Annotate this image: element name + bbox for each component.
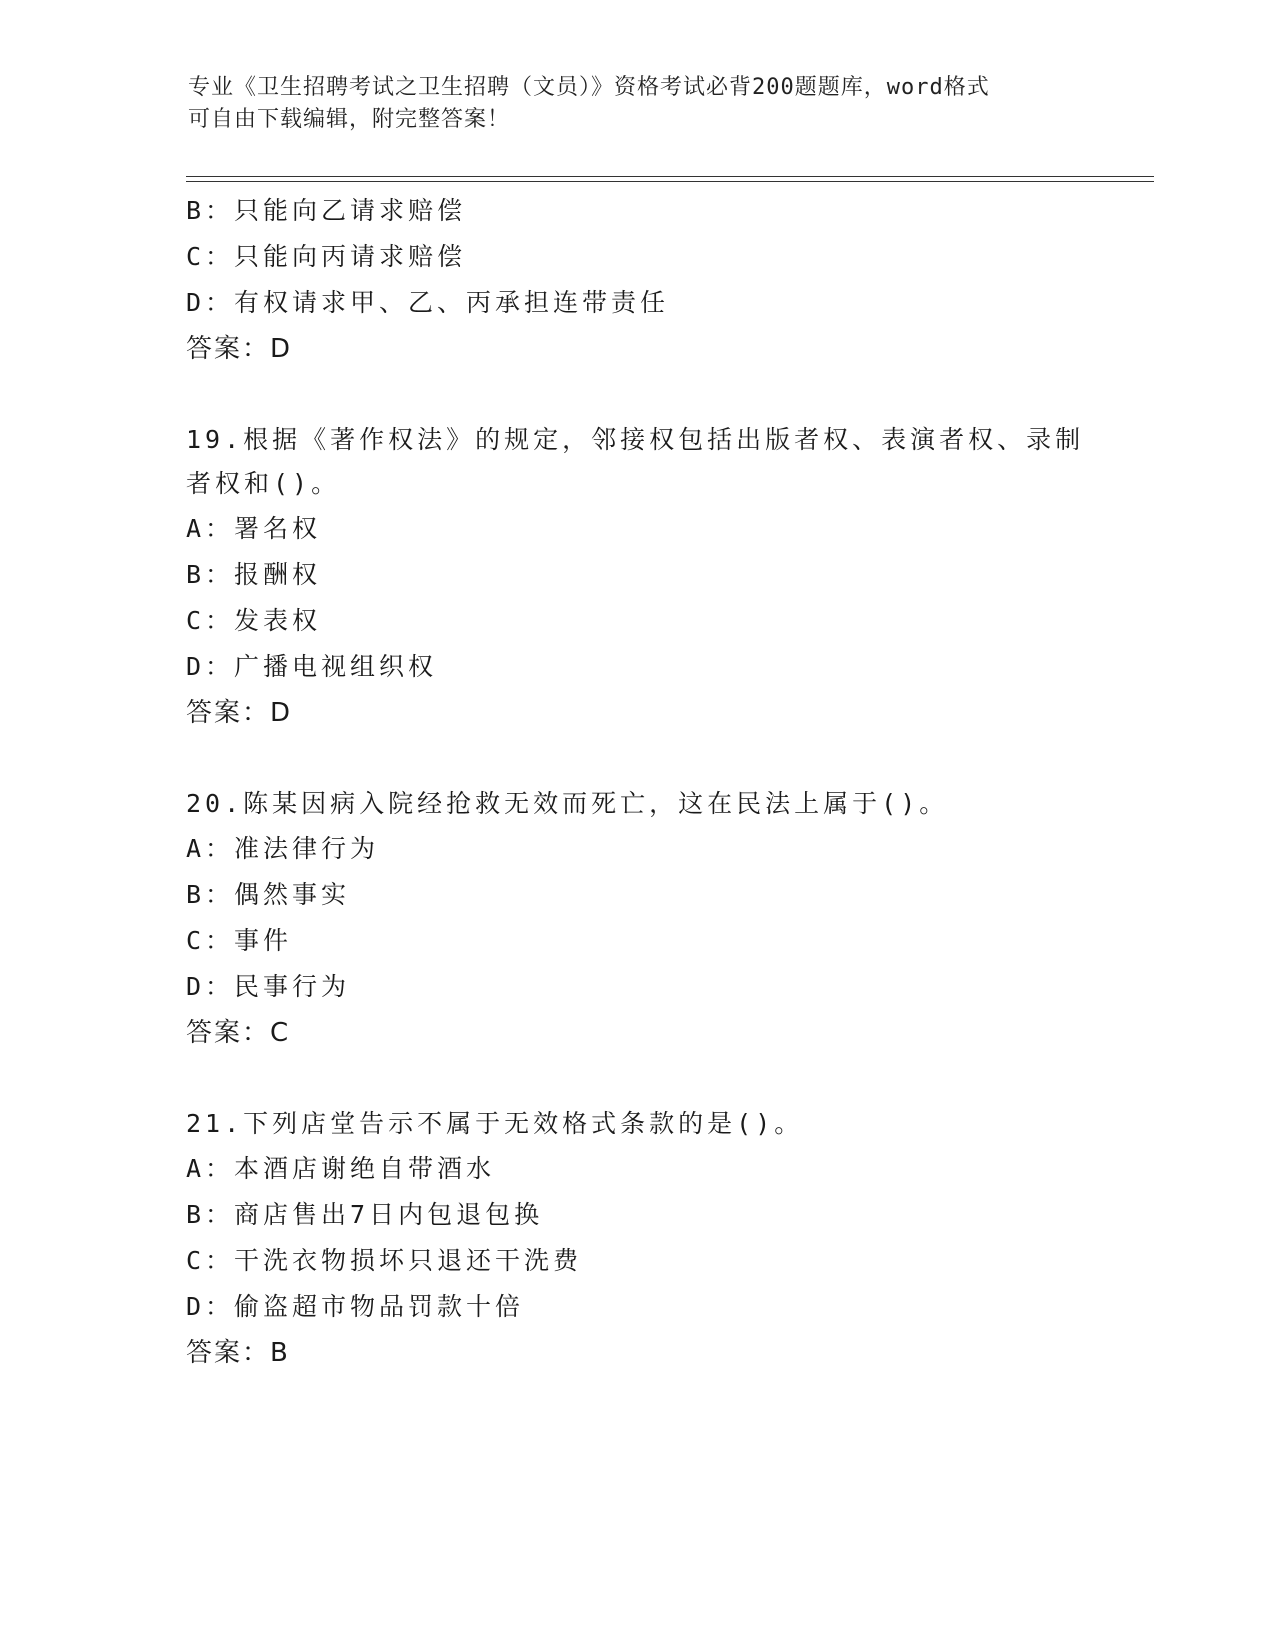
answer: 答案：B bbox=[186, 1338, 290, 1368]
option-d: D：有权请求甲、乙、丙承担连带责任 bbox=[186, 288, 670, 317]
answer: 答案：C bbox=[186, 1018, 291, 1048]
option-c: C：只能向丙请求赔偿 bbox=[186, 242, 467, 271]
document-header bbox=[188, 72, 1068, 136]
option-d: D：偷盗超市物品罚款十倍 bbox=[186, 1292, 525, 1321]
spacer bbox=[186, 736, 1086, 782]
option-b: B：只能向乙请求赔偿 bbox=[186, 196, 467, 225]
spacer bbox=[186, 1056, 1086, 1102]
question-stem: 19.根据《著作权法》的规定，邻接权包括出版者权、表演者权、录制者权和()。 bbox=[186, 425, 1085, 498]
option-c: C：发表权 bbox=[186, 606, 322, 635]
option-a: A：准法律行为 bbox=[186, 834, 380, 863]
question-stem: 21.下列店堂告示不属于无效格式条款的是()。 bbox=[186, 1109, 804, 1138]
answer: 答案：D bbox=[186, 698, 293, 728]
option-a: A：署名权 bbox=[186, 514, 322, 543]
header-divider-bottom bbox=[186, 181, 1154, 182]
header-divider-top bbox=[186, 176, 1154, 177]
option-c: C：干洗衣物损坏只退还干洗费 bbox=[186, 1246, 583, 1275]
question-18-continued bbox=[186, 188, 1086, 372]
option-c: C：事件 bbox=[186, 926, 293, 955]
question-19 bbox=[186, 418, 1086, 736]
option-b: B：商店售出7日内包退包换 bbox=[186, 1200, 544, 1229]
question-20 bbox=[186, 782, 1086, 1056]
answer: 答案：D bbox=[186, 334, 293, 364]
header-line-1: 专业《卫生招聘考试之卫生招聘（文员）》资格考试必背200题题库，word格式 bbox=[188, 75, 990, 100]
spacer bbox=[186, 372, 1086, 418]
question-stem: 20.陈某因病入院经抢救无效而死亡，这在民法上属于()。 bbox=[186, 789, 949, 818]
option-b: B：偶然事实 bbox=[186, 880, 351, 909]
question-list bbox=[186, 188, 1086, 1376]
header-line-2: 可自由下载编辑，附完整答案！ bbox=[188, 107, 511, 132]
option-d: D：民事行为 bbox=[186, 972, 351, 1001]
option-a: A：本酒店谢绝自带酒水 bbox=[186, 1154, 496, 1183]
question-21 bbox=[186, 1102, 1086, 1376]
option-d: D：广播电视组织权 bbox=[186, 652, 438, 681]
option-b: B：报酬权 bbox=[186, 560, 322, 589]
